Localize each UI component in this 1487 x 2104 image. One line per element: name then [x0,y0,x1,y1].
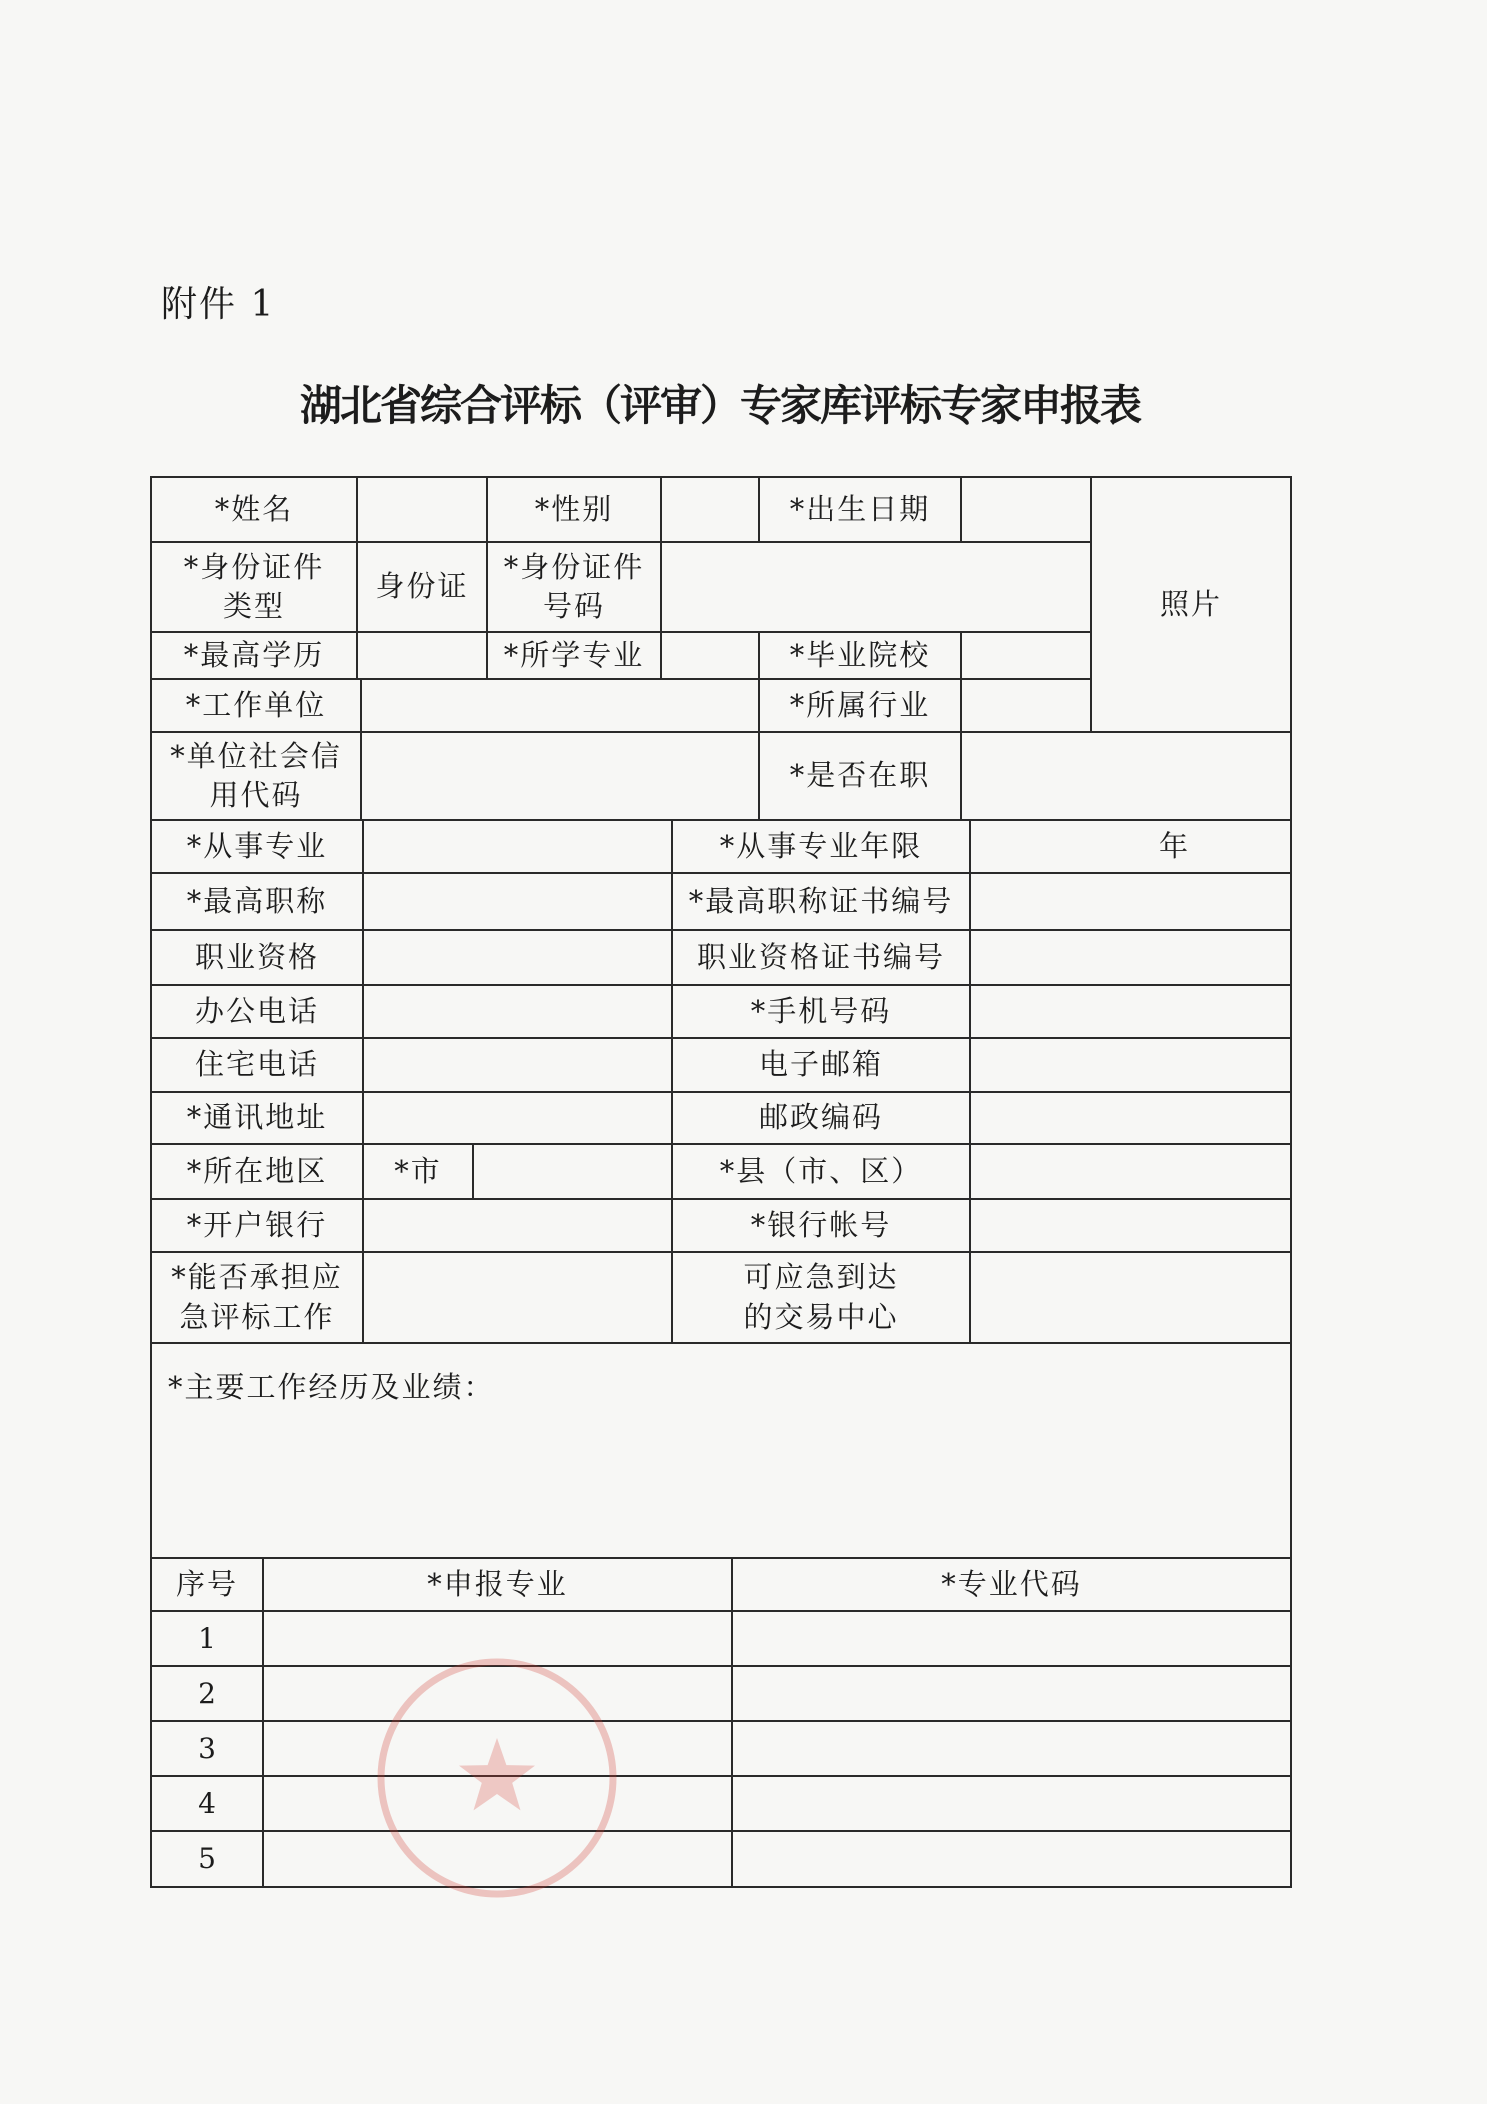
specialty-row-specialty-cell [264,1832,733,1888]
specialty-row-index: 4 [152,1777,264,1832]
county-value-cell [971,1145,1292,1200]
title-label: *最高职称 [152,874,364,931]
gender-label: *性别 [488,478,662,543]
credit-code-label: *单位社会信 用代码 [152,733,362,821]
photo-cell: 照片 [1092,478,1292,733]
postcode-label: 邮政编码 [673,1093,971,1145]
attachment-label: 附件 1 [161,284,276,325]
qualification-cert-label: 职业资格证书编号 [673,931,971,986]
specialty-code-header: *专业代码 [733,1559,1292,1612]
industry-label: *所属行业 [760,680,962,733]
school-label: *毕业院校 [760,633,962,680]
form-title: 湖北省综合评标（评审）专家库评标专家申报表 [299,381,1140,430]
specialty-row-index: 2 [152,1667,264,1722]
birth-date-value-cell [962,478,1092,543]
gender-value-cell [662,478,760,543]
credit-code-value-cell [362,733,760,821]
county-label: *县（市、区） [673,1145,971,1200]
education-value-cell [358,633,488,680]
specialty-index-header: 序号 [152,1559,264,1612]
experience-label: *主要工作经历及业绩： [152,1344,1292,1559]
employer-value-cell [362,680,760,733]
name-value-cell [358,478,488,543]
address-value-cell [364,1093,673,1145]
title-cert-label: *最高职称证书编号 [673,874,971,931]
email-label: 电子邮箱 [673,1039,971,1093]
specialty-row-code-cell [733,1667,1292,1722]
specialty-label: *从事专业 [152,821,364,874]
qualification-value-cell [364,931,673,986]
id-number-label: *身份证件 号码 [488,543,662,633]
major-value-cell [662,633,760,680]
years-unit: 年 [971,821,1292,874]
school-value-cell [962,633,1092,680]
specialty-row-specialty-cell [264,1777,733,1832]
home-phone-label: 住宅电话 [152,1039,364,1093]
employer-label: *工作单位 [152,680,362,733]
id-type-value: 身份证 [358,543,488,633]
id-number-value-cell [662,543,1092,633]
office-phone-label: 办公电话 [152,986,364,1039]
declared-specialty-header: *申报专业 [264,1559,733,1612]
city-label: *市 [364,1145,474,1200]
specialty-row-code-cell [733,1832,1292,1888]
years-label: *从事专业年限 [673,821,971,874]
id-type-label: *身份证件 类型 [152,543,358,633]
emergency-label: *能否承担应 急评标工作 [152,1253,364,1344]
specialty-row-specialty-cell [264,1722,733,1777]
employed-label: *是否在职 [760,733,962,821]
specialty-row-specialty-cell [264,1612,733,1667]
home-phone-value-cell [364,1039,673,1093]
specialty-row-index: 5 [152,1832,264,1888]
mobile-label: *手机号码 [673,986,971,1039]
postcode-value-cell [971,1093,1292,1145]
major-label: *所学专业 [488,633,662,680]
specialty-row-code-cell [733,1777,1292,1832]
name-label: *姓名 [152,478,358,543]
address-label: *通讯地址 [152,1093,364,1145]
birth-date-label: *出生日期 [760,478,962,543]
education-label: *最高学历 [152,633,358,680]
specialty-row-specialty-cell [264,1667,733,1722]
account-label: *银行帐号 [673,1200,971,1253]
title-cert-value-cell [971,874,1292,931]
bank-label: *开户银行 [152,1200,364,1253]
trading-center-label: 可应急到达 的交易中心 [673,1253,971,1344]
specialty-row-code-cell [733,1722,1292,1777]
specialty-value-cell [364,821,673,874]
email-value-cell [971,1039,1292,1093]
qualification-label: 职业资格 [152,931,364,986]
bank-value-cell [364,1200,673,1253]
account-value-cell [971,1200,1292,1253]
specialty-row-index: 1 [152,1612,264,1667]
employed-value-cell [962,733,1292,821]
emergency-value-cell [364,1253,673,1344]
industry-value-cell [962,680,1092,733]
application-form-table [150,476,1292,1888]
office-phone-value-cell [364,986,673,1039]
specialty-row-code-cell [733,1612,1292,1667]
region-label: *所在地区 [152,1145,364,1200]
specialty-row-index: 3 [152,1722,264,1777]
mobile-value-cell [971,986,1292,1039]
title-value-cell [364,874,673,931]
trading-center-value-cell [971,1253,1292,1344]
city-value-cell [474,1145,673,1200]
qualification-cert-value-cell [971,931,1292,986]
